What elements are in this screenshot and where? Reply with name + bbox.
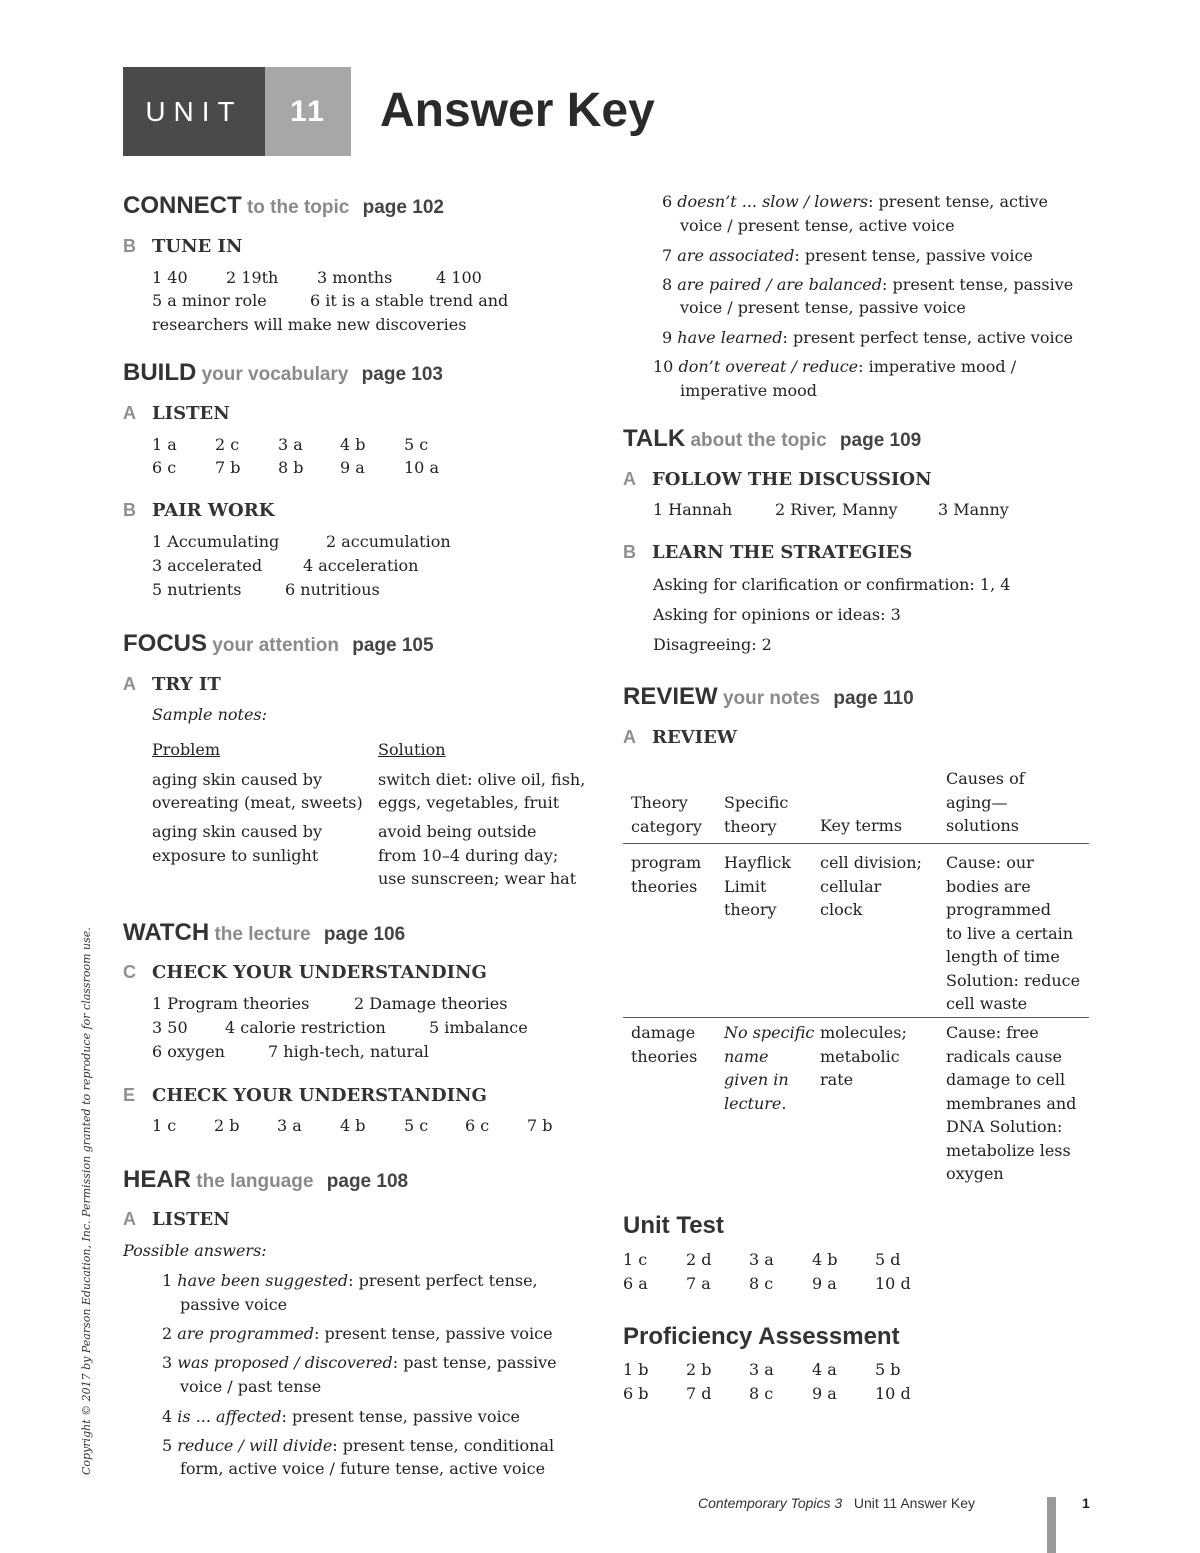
answer: 3 Manny [938,500,1009,519]
section-page: page 110 [833,688,914,709]
item-answer: : present tense, active [868,192,1049,211]
exercise-letter: A [623,727,636,747]
column-header-problem: Problem [152,740,221,759]
section-page: page 109 [839,430,922,451]
item-answer: : present tense, conditional [332,1436,555,1455]
notes-cell: use sunscreen; wear hat [378,869,577,888]
watch-e-heading [123,1085,487,1106]
table-header: Theory category [631,793,702,836]
exercise-title: TRY IT [152,674,221,695]
exercise-letter: B [123,500,136,520]
page-title: Answer Key [380,84,655,137]
item-number: 8 [662,275,673,294]
exercise-letter: A [623,469,636,489]
hear-item [662,326,1073,350]
answer: 7 a [686,1274,711,1293]
exercise-letter: B [623,542,636,562]
answer: 2 River, Manny [775,500,898,519]
item-number: 2 [162,1324,173,1343]
section-page: page 102 [362,197,444,218]
answer: 7 high-tech, natural [268,1042,429,1061]
review-a-heading [623,727,737,748]
exercise-letter: E [123,1085,136,1105]
answer: 8 b [278,458,304,477]
answer: 4 100 [436,268,482,287]
talk-a-heading [623,469,932,490]
answer: 4 b [340,435,366,454]
table-header: Key terms [820,816,903,835]
notes-cell: aging skin caused by [152,822,323,841]
item-answer: : present perfect tense, active voice [782,328,1073,347]
item-phrase: doesn’t ... slow / lowers [677,192,869,211]
table-cell: cell division; cellular clock [820,853,922,919]
unit-test-heading: Unit Test [623,1212,724,1239]
item-phrase: are programmed [177,1324,315,1343]
answer: 6 nutritious [285,580,380,599]
hear-item [162,1269,538,1293]
section-sub: to the topic [246,197,350,218]
item-answer: : present tense, passive voice [314,1324,553,1343]
hear-item [162,1351,557,1375]
footer-unit: Unit 11 Answer Key [853,1495,976,1511]
answer: 6 c [152,458,177,477]
column-header-solution: Solution [378,740,446,759]
section-connect-heading [123,192,444,220]
item-phrase: have learned [677,328,783,347]
copyright-notice: Copyright © 2017 by Pearson Education, Inc. Permission granted to reproduce for classroom use. [80,927,93,1475]
item-phrase: is ... affected [177,1407,282,1426]
footer-bar [1047,1497,1056,1553]
item-number: 10 [653,357,674,376]
answer: 4 b [812,1250,838,1269]
answer: 5 c [404,1116,429,1135]
answer: 4 b [340,1116,366,1135]
proficiency-heading: Proficiency Assessment [623,1323,900,1350]
answer: 6 it is a stable trend and [310,291,509,310]
exercise-title: FOLLOW THE DISCUSSION [652,469,932,490]
hear-item-cont: imperative mood [680,381,818,400]
answer-line [653,498,1009,522]
hear-item [162,1405,520,1429]
section-watch-heading [123,919,405,947]
answer: 5 c [404,435,429,454]
section-sub: your notes [722,688,821,709]
answer: 2 c [215,435,240,454]
exercise-title: REVIEW [652,727,737,748]
focus-a-heading [123,674,221,695]
answer: 4 acceleration [303,556,419,575]
answer-line [623,1272,911,1296]
hear-item [662,190,1048,214]
section-big: HEAR [123,1166,192,1193]
answer-line [152,266,482,290]
item-answer: : present tense, passive [882,275,1074,294]
hear-item [162,1322,553,1346]
table-cell: Cause: free radicals cause damage to cell membranes and DNA Solution: metabolize less oxygen [946,1023,1077,1183]
section-big: CONNECT [123,192,242,219]
answer: 6 b [623,1384,649,1403]
exercise-title: CHECK YOUR UNDERSTANDING [152,1085,487,1106]
talk-b-heading [623,542,912,563]
section-sub: your vocabulary [201,364,349,385]
notes-cell: exposure to sunlight [152,846,319,865]
item-answer: : imperative mood / [858,357,1017,376]
section-big: BUILD [123,359,197,386]
item-number: 6 [662,192,673,211]
section-big: WATCH [123,919,210,946]
exercise-title: TUNE IN [152,236,243,257]
exercise-title: LISTEN [152,403,230,424]
section-focus-heading [123,630,434,658]
answer: 8 c [749,1384,774,1403]
item-number: 4 [162,1407,173,1426]
answer: 2 accumulation [326,532,451,551]
section-page: page 105 [352,635,434,656]
item-phrase: reduce / will divide [177,1436,333,1455]
hear-item-cont: passive voice [180,1295,288,1314]
answer: 8 c [749,1274,774,1293]
item-phrase: are paired / are balanced [677,275,882,294]
item-number: 1 [162,1271,173,1290]
answer: 4 calorie restriction [225,1018,386,1037]
answer: 3 months [317,268,393,287]
answer-line [623,1382,911,1406]
build-b-heading [123,500,274,521]
answer: 6 c [465,1116,490,1135]
unit-number-box [265,67,351,156]
answer-line [152,433,429,457]
section-review-heading [623,683,914,711]
answer-line [152,1114,553,1138]
hear-item-cont: form, active voice / future tense, active voice [180,1459,546,1478]
exercise-letter: B [123,236,136,256]
answer: 2 19th [226,268,279,287]
exercise-title: LISTEN [152,1209,230,1230]
hear-item-cont: voice / present tense, active voice [680,216,955,235]
watch-c-heading [123,962,487,983]
table-cell: program theories [631,853,702,896]
strategy-line: Asking for clarification or confirmation: 1, 4 [653,575,1011,594]
table-cell: No specific name given in lecture. [724,1023,815,1113]
answer: 6 a [623,1274,648,1293]
hear-item-cont: voice / past tense [180,1377,322,1396]
notes-cell: aging skin caused by [152,770,323,789]
answer-line [623,1248,901,1272]
notes-cell: avoid being outside [378,822,537,841]
item-answer: : present tense, passive voice [794,246,1033,265]
section-build-heading [123,359,443,387]
answer: 1 40 [152,268,188,287]
section-page: page 108 [326,1171,409,1192]
item-phrase: was proposed / discovered [177,1353,393,1372]
item-phrase: are associated [677,246,795,265]
answer: 5 a minor role [152,291,267,310]
exercise-title: LEARN THE STRATEGIES [652,542,913,563]
exercise-letter: A [123,1209,136,1229]
table-rule [623,843,1089,844]
answer: 5 nutrients [152,580,242,599]
hear-item [162,1434,554,1458]
answer: 9 a [812,1274,837,1293]
answer: 1 a [152,435,177,454]
notes-cell: from 10–4 during day; [378,846,559,865]
item-answer: : past tense, passive [392,1353,557,1372]
unit-number: 11 [290,94,326,128]
answer: 2 b [686,1360,712,1379]
exercise-title: PAIR WORK [152,500,275,521]
notes-cell: overeating (meat, sweets) [152,793,363,812]
answer: 1 Program theories [152,994,310,1013]
sample-notes-label: Sample notes: [152,705,268,724]
section-sub: the lecture [214,924,311,945]
section-talk-heading [623,425,921,453]
item-number: 3 [162,1353,173,1372]
answer: 1 b [623,1360,649,1379]
answer: 1 Hannah [653,500,733,519]
section-page: page 106 [323,924,406,945]
table-cell: Cause: our bodies are programmed to live a certain length of time Solution: reduce cell waste [946,853,1081,1013]
table-cell: Hayflick Limit theory [724,853,791,919]
answer: 5 b [875,1360,901,1379]
notes-cell: eggs, vegetables, fruit [378,793,560,812]
answer: 6 oxygen [152,1042,225,1061]
answer: 3 a [749,1360,774,1379]
answer: 1 c [152,1116,177,1135]
answer: 7 b [215,458,241,477]
hear-a-heading [123,1209,230,1230]
answer-line [152,456,439,480]
hear-item [662,244,1033,268]
hear-item [662,273,1073,297]
connect-b-heading [123,236,242,257]
answer: 9 a [812,1384,837,1403]
answer-line: researchers will make new discoveries [152,315,467,334]
hear-item [653,355,1016,379]
answer-line [152,1016,528,1040]
answer: 4 a [812,1360,837,1379]
exercise-letter: A [123,403,136,423]
footer-text [698,1495,975,1511]
section-big: FOCUS [123,630,207,657]
item-number: 7 [662,246,673,265]
section-big: TALK [623,425,686,452]
table-cell: molecules; metabolic rate [820,1023,907,1089]
answer: 2 Damage theories [354,994,508,1013]
answer: 5 d [875,1250,901,1269]
unit-label-box [123,67,265,156]
answer: 10 a [404,458,439,477]
item-number: 9 [662,328,673,347]
section-big: REVIEW [623,683,718,710]
answer: 7 b [527,1116,553,1135]
answer: 2 b [214,1116,240,1135]
answer-line [152,530,451,554]
answer: 9 a [340,458,365,477]
item-number: 5 [162,1436,173,1455]
table-header: Specific theory [724,793,789,836]
answer-line [152,554,419,578]
answer: 10 d [875,1274,911,1293]
table-header: Causes of aging— solutions [946,769,1025,835]
section-page: page 103 [361,364,443,385]
answer: 3 a [278,435,303,454]
build-a-heading [123,403,230,424]
answer: 2 d [686,1250,712,1269]
notes-cell: switch diet: olive oil, fish, [378,770,586,789]
answer: 7 d [686,1384,712,1403]
exercise-letter: A [123,674,136,694]
answer-line [623,1358,901,1382]
answer-line [152,1040,429,1064]
section-sub: about the topic [690,430,827,451]
answer: 3 a [749,1250,774,1269]
table-cell: damage theories [631,1023,698,1066]
section-hear-heading [123,1166,408,1194]
exercise-letter: C [123,962,136,982]
item-phrase: don’t overeat / reduce [678,357,859,376]
hear-item-cont: voice / present tense, passive voice [680,298,966,317]
strategy-line: Asking for opinions or ideas: 3 [653,605,901,624]
answer-line [152,578,380,602]
answer: 1 c [623,1250,648,1269]
exercise-title: CHECK YOUR UNDERSTANDING [152,962,487,983]
table-rule [623,1017,1089,1018]
possible-answers-label: Possible answers: [123,1241,267,1260]
strategy-line: Disagreeing: 2 [653,635,772,654]
section-sub: your attention [212,635,339,656]
unit-label: UNIT [145,95,243,127]
section-sub: the language [196,1171,314,1192]
item-answer: : present tense, passive voice [281,1407,521,1426]
answer-line [152,992,508,1016]
answer: 10 d [875,1384,911,1403]
answer-line [152,289,509,313]
answer: 5 imbalance [429,1018,528,1037]
item-phrase: have been suggested [177,1271,349,1290]
item-answer: : present perfect tense, [348,1271,538,1290]
page-number: 1 [1082,1495,1090,1511]
answer: 3 50 [152,1018,188,1037]
answer: 3 accelerated [152,556,263,575]
answer: 3 a [277,1116,302,1135]
answer: 1 Accumulating [152,532,280,551]
footer-book: Contemporary Topics 3 [698,1495,843,1511]
